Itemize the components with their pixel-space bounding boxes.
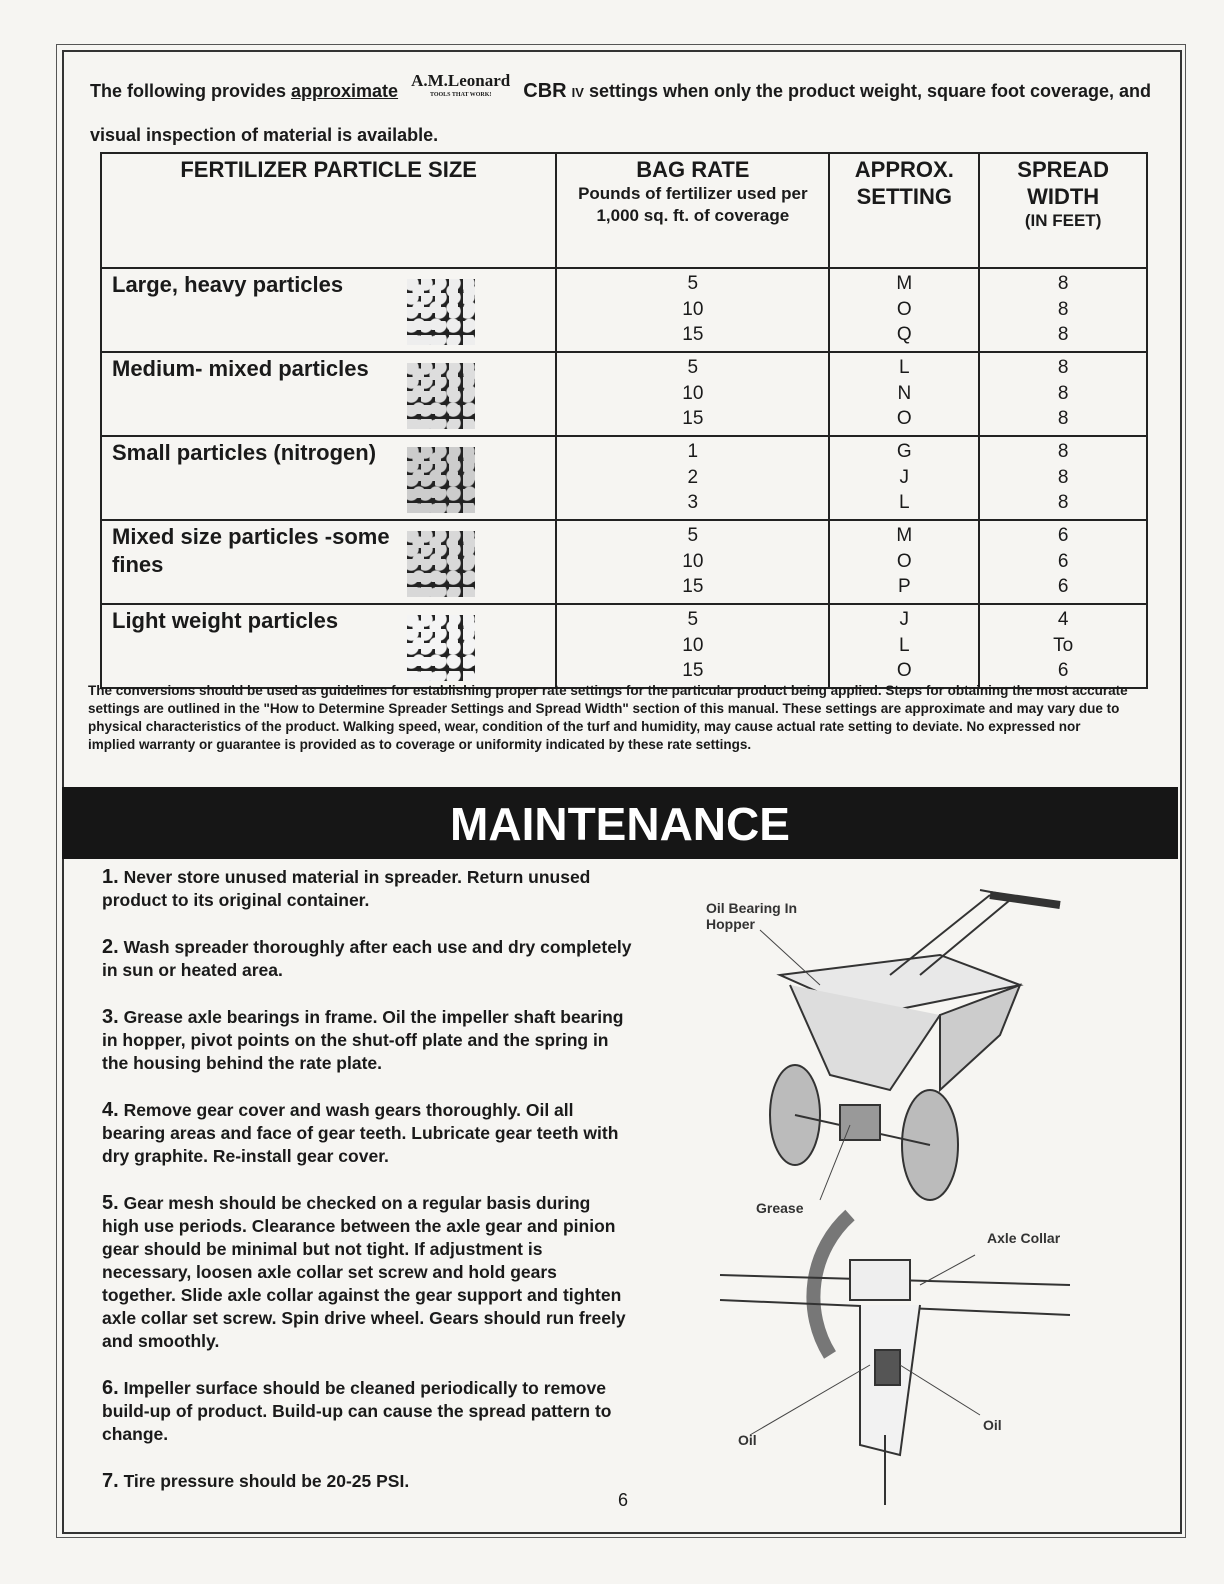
spread-width: 8 8 8 bbox=[979, 268, 1147, 352]
maintenance-item bbox=[102, 1006, 632, 1075]
maintenance-item bbox=[102, 866, 632, 912]
model-name: CBR bbox=[523, 80, 567, 102]
intro-underlined: approximate bbox=[291, 81, 399, 101]
particle-sample-image bbox=[407, 615, 475, 681]
particle-type: Small particles (nitrogen) bbox=[101, 436, 556, 520]
label-oil-right: Oil bbox=[983, 1417, 1002, 1433]
approx-setting: M O Q bbox=[829, 268, 979, 352]
particle-type: Medium- mixed particles bbox=[101, 352, 556, 436]
approx-setting: J L O bbox=[829, 604, 979, 688]
intro-prefix: The following provides bbox=[90, 81, 287, 101]
settings-table bbox=[100, 152, 1148, 689]
label-axle-collar: Axle Collar bbox=[987, 1230, 1061, 1246]
header-spread-width: SPREAD WIDTH (IN FEET) bbox=[979, 153, 1147, 268]
item-number: 6. bbox=[102, 1377, 119, 1399]
bag-rate: 5 10 15 bbox=[556, 268, 829, 352]
item-text: Grease axle bearings in frame. Oil the impeller shaft bearing in hopper, pivot points on the shut-off plate and the spring in the housing behind the rate plate. bbox=[102, 1007, 624, 1073]
label-grease: Grease bbox=[756, 1200, 804, 1216]
label-oil-left: Oil bbox=[738, 1432, 757, 1448]
item-number: 7. bbox=[102, 1470, 119, 1492]
item-number: 4. bbox=[102, 1099, 119, 1121]
header-particle-size: FERTILIZER PARTICLE SIZE bbox=[101, 153, 556, 268]
maintenance-item bbox=[102, 1192, 632, 1353]
bag-rate: 5 10 15 bbox=[556, 352, 829, 436]
item-number: 5. bbox=[102, 1192, 119, 1214]
spread-width: 6 6 6 bbox=[979, 520, 1147, 604]
table-row bbox=[101, 604, 1147, 688]
page-number: 6 bbox=[618, 1490, 629, 1510]
table-row bbox=[101, 352, 1147, 436]
particle-sample-image bbox=[407, 447, 475, 513]
spreader-drawing bbox=[690, 875, 1110, 1515]
particle-type: Mixed size particles -some fines bbox=[101, 520, 556, 604]
bag-rate: 5 10 15 bbox=[556, 604, 829, 688]
header-bag-rate: BAG RATE Pounds of fertilizer used per 1,000 sq. ft. of coverage bbox=[556, 153, 829, 268]
particle-type: Large, heavy particles bbox=[101, 268, 556, 352]
logo-tagline: TOOLS THAT WORK! bbox=[429, 92, 492, 98]
item-text: Gear mesh should be checked on a regular basis during high use periods. Clearance between the axle gear and pinion gear should be minimal but not tight. If adjustment is necessary, loosen axle collar set screw and hold gears together. Slide axle collar against the gear support and tighten axle collar set screw. Spin drive wheel. Gears should run freely and smoothly. bbox=[102, 1193, 626, 1351]
item-number: 1. bbox=[102, 866, 119, 888]
approx-setting: L N O bbox=[829, 352, 979, 436]
particle-sample-image bbox=[407, 531, 475, 597]
particle-sample-image bbox=[407, 279, 475, 345]
item-text: Never store unused material in spreader. Return unused product to its original container. bbox=[102, 867, 591, 910]
spread-width: 8 8 8 bbox=[979, 436, 1147, 520]
spread-width: 8 8 8 bbox=[979, 352, 1147, 436]
item-text: Wash spreader thoroughly after each use and dry completely in sun or heated area. bbox=[102, 937, 632, 980]
table-row bbox=[101, 520, 1147, 604]
particle-sample-image bbox=[407, 363, 475, 429]
table-row bbox=[101, 436, 1147, 520]
spread-width: 4 To 6 bbox=[979, 604, 1147, 688]
maintenance-item bbox=[102, 936, 632, 982]
intro-suffix: settings when only the product weight, square foot coverage, and visual inspection of material is available. bbox=[90, 81, 1152, 145]
maintenance-item bbox=[102, 1099, 632, 1168]
approx-setting: M O P bbox=[829, 520, 979, 604]
footnote: The conversions should be used as guidelines for establishing proper rate settings for the particular product being applied. Steps for obtaining the most accurate settings are outlined in the "How to Determine Spreader Settings and Spread Width" section of this manual. These settings are approximate and may vary due to physical characteristics of the product. Walking speed, wear, condition of the turf and humidity, may cause actual rate setting to deviate. No expressed nor implied warranty or guarantee is provided as to coverage or uniformity indicated by these rate settings. bbox=[88, 683, 1128, 752]
spreader-illustration bbox=[690, 875, 1110, 1515]
item-text: Remove gear cover and wash gears thoroughly. Oil all bearing areas and face of gear teeth. Lubricate gear teeth with dry graphite. Re-install gear cover. bbox=[102, 1100, 619, 1166]
maintenance-item bbox=[102, 1377, 632, 1446]
maintenance-list bbox=[102, 866, 632, 1517]
intro-text bbox=[90, 70, 1160, 156]
particle-type: Light weight particles bbox=[101, 604, 556, 688]
approx-setting: G J L bbox=[829, 436, 979, 520]
item-text: Impeller surface should be cleaned periodically to remove build-up of product. Build-up can cause the spread pattern to change. bbox=[102, 1378, 612, 1444]
logo-text: A.M.Leonard bbox=[411, 71, 511, 90]
maintenance-banner: MAINTENANCE bbox=[62, 787, 1178, 859]
table-row bbox=[101, 268, 1147, 352]
model-suffix: IV bbox=[571, 85, 584, 100]
maintenance-item bbox=[102, 1470, 632, 1493]
header-setting: APPROX. SETTING bbox=[829, 153, 979, 268]
item-text: Tire pressure should be 20-25 PSI. bbox=[123, 1471, 410, 1491]
item-number: 3. bbox=[102, 1006, 119, 1028]
item-number: 2. bbox=[102, 936, 119, 958]
am-leonard-logo bbox=[411, 70, 510, 98]
bag-rate: 1 2 3 bbox=[556, 436, 829, 520]
table-header-row bbox=[101, 153, 1147, 268]
bag-rate: 5 10 15 bbox=[556, 520, 829, 604]
label-oil-bearing: Oil Bearing In Hopper bbox=[706, 900, 798, 932]
